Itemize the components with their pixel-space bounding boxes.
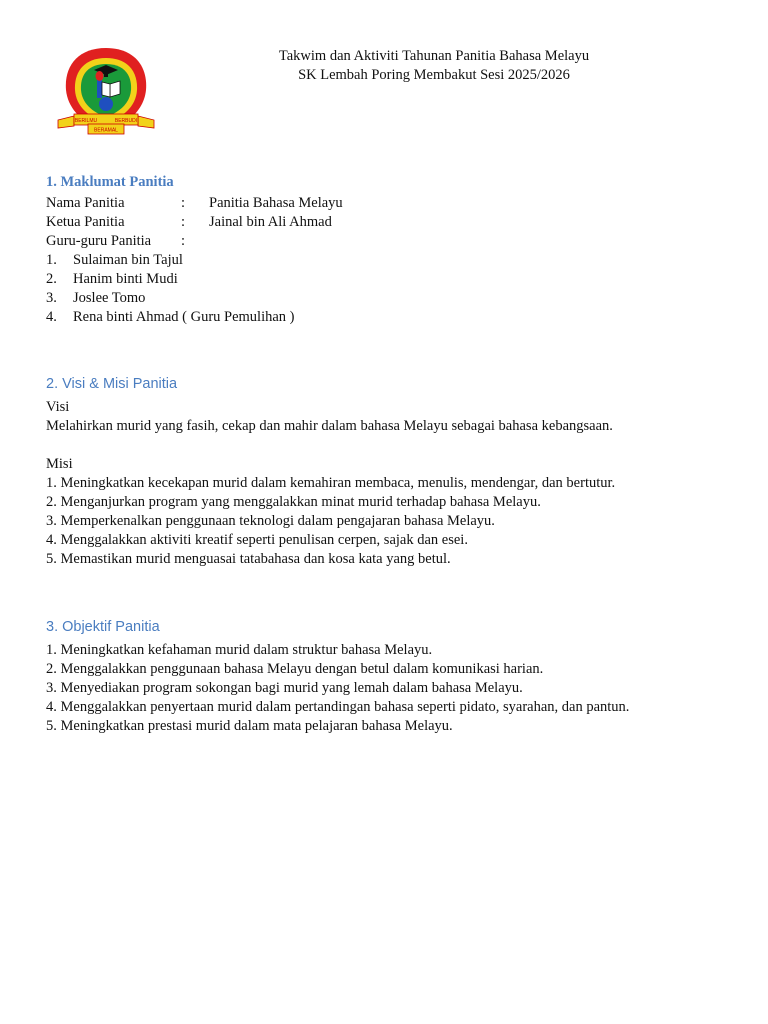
visi-text: Melahirkan murid yang fasih, cekap dan mahir dalam bahasa Melayu sebagai bahasa kebangsaan. (46, 418, 613, 434)
misi-label: Misi (46, 456, 73, 472)
field-guru-guru-panitia (46, 232, 726, 251)
svg-text:BERAMAL: BERAMAL (94, 127, 118, 134)
field-separator: : (181, 233, 186, 249)
title-line-1: Takwim dan Aktiviti Tahunan Panitia Bahasa Melayu (278, 48, 590, 64)
svg-text:BERILMU: BERILMU (74, 118, 98, 124)
svg-text:BERBUDI: BERBUDI (114, 118, 138, 124)
field-separator: : (181, 195, 186, 211)
section-visi-misi (46, 375, 726, 569)
field-label: Nama Panitia (46, 195, 125, 211)
list-item: 5. Memastikan murid menguasai tatabahasa dan kosa kata yang betul. (46, 551, 451, 567)
list-item: 2. Menggalakkan penggunaan bahasa Melayu dengan betul dalam komunikasi harian. (46, 661, 544, 677)
field-value: Jainal bin Ali Ahmad (209, 214, 332, 230)
section-objektif-panitia (46, 618, 726, 736)
list-item: 1. Meningkatkan kecekapan murid dalam kemahiran membaca, menulis, mendengar, dan bertutur. (46, 475, 616, 491)
school-logo (56, 44, 156, 140)
field-separator: : (181, 214, 186, 230)
document-title (200, 47, 668, 85)
field-label: Guru-guru Panitia (46, 233, 152, 249)
list-item: 2. Menganjurkan program yang menggalakkan minat murid terhadap bahasa Melayu. (46, 494, 541, 510)
field-ketua-panitia (46, 213, 726, 232)
list-item (46, 270, 726, 289)
list-number: 3. (46, 290, 57, 306)
list-item (46, 308, 726, 327)
member-name: Rena binti Ahmad ( Guru Pemulihan ) (73, 309, 295, 325)
section-heading: 3. Objektif Panitia (46, 619, 160, 635)
school-crest-icon (56, 44, 156, 140)
member-name: Joslee Tomo (73, 290, 146, 306)
list-number: 1. (46, 252, 57, 268)
list-item: 1. Meningkatkan kefahaman murid dalam struktur bahasa Melayu. (46, 642, 433, 658)
section-heading: 2. Visi & Misi Panitia (46, 376, 178, 392)
list-number: 2. (46, 271, 57, 287)
section-maklumat-panitia (46, 173, 726, 327)
list-item: 5. Meningkatkan prestasi murid dalam mata pelajaran bahasa Melayu. (46, 718, 453, 734)
list-item (46, 289, 726, 308)
list-number: 4. (46, 309, 57, 325)
section-heading: 1. Maklumat Panitia (46, 174, 174, 190)
title-line-2: SK Lembah Poring Membakut Sesi 2025/2026 (298, 67, 570, 83)
member-name: Hanim binti Mudi (73, 271, 178, 287)
member-name: Sulaiman bin Tajul (73, 252, 183, 268)
field-nama-panitia (46, 194, 726, 213)
visi-label: Visi (46, 399, 70, 415)
field-value: Panitia Bahasa Melayu (209, 195, 343, 211)
list-item: 4. Menggalakkan aktiviti kreatif seperti penulisan cerpen, sajak dan esei. (46, 532, 468, 548)
list-item: 3. Memperkenalkan penggunaan teknologi dalam pengajaran bahasa Melayu. (46, 513, 495, 529)
list-item: 4. Menggalakkan penyertaan murid dalam pertandingan bahasa seperti pidato, syarahan, dan pantun. (46, 699, 630, 715)
list-item: 3. Menyediakan program sokongan bagi murid yang lemah dalam bahasa Melayu. (46, 680, 523, 696)
list-item (46, 251, 726, 270)
field-label: Ketua Panitia (46, 214, 125, 230)
